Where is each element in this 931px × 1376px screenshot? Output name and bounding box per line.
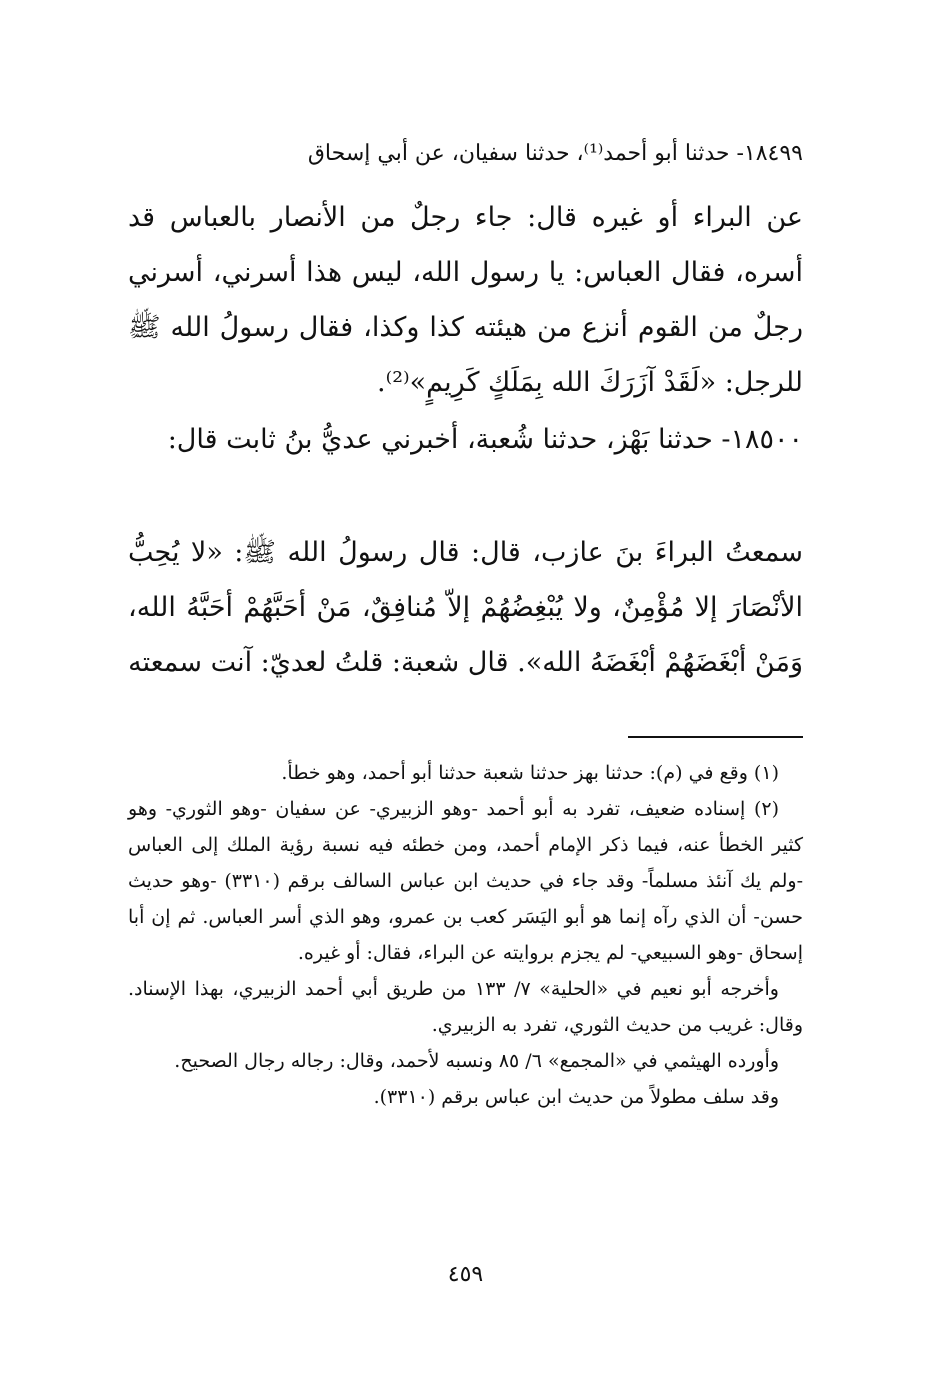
- footnote-2-majma: وأورده الهيثمي في «المجمع» ٦/ ٨٥ ونسبه لأحمد، وقال: رجاله رجال الصحيح.: [174, 1050, 779, 1072]
- footnote-2-cross-reference: وقد سلف مطولاً من حديث ابن عباس برقم (٣٣١٠).: [373, 1086, 779, 1108]
- footnote-2-hilya: وأخرجه أبو نعيم في «الحلية» ٧/ ١٣٣ من طريق أبي أحمد الزبيري، بهذا الإسناد. وقال: غريب من حديث الثوري، تفرد به الزبيري.: [128, 978, 803, 1036]
- footnotes: [128, 755, 803, 1115]
- footnote-2: (٢) إسناده ضعيف، تفرد به أبو أحمد -وهو الزبيري- عن سفيان -وهو الثوري- وهو كثير الخطأ عنه، فيما ذكر الإمام أحمد، ومن خطئه فيه نسبة رؤية الملك إلى العباس -ولم يك آنئذ مسلماً- وقد جاء في حديث ابن عباس السالف برقم (٣٣١٠) -وهو حديث حسن- أن الذي رآه إنما هو أبو اليَسَر كعب بن عمرو، وهو الذي أسر العباس. ثم إن أبا إسحاق -وهو السبيعي- لم يجزم بروايته عن البراء، فقال: أو غيره.: [128, 798, 803, 964]
- hadith-18499-text: [128, 190, 803, 410]
- hadith-18500-body: سمعتُ البراءَ بنَ عازب، قال: قال رسولُ الله ﷺ: «لا يُحِبُّ الأنْصَارَ إلا مُؤْمِنٌ، ولا يُبْغِضُهُمْ إلاّ مُنافِقٌ، مَنْ أحَبَّهُمْ أحَبَّهُ الله، وَمَنْ أبْغَضَهُمْ أبْغَضَهُ الله». قال شعبة: قلتُ لعديّ: آنت سمعته: [128, 537, 803, 678]
- hadith-18499-header: ١٨٤٩٩- حدثنا أبو أحمد⁽¹⁾، حدثنا سفيان، عن أبي إسحاق: [307, 141, 803, 166]
- hadith-18499-body: عن البراء أو غيره قال: جاء رجلٌ من الأنصار بالعباس قد أسره، فقال العباس: يا رسول الله، ليس هذا أسرني، أسرني رجلٌ من القوم أنزع من هيئته كذا وكذا، فقال رسولُ الله ﷺ للرجل: «لَقَدْ آزَرَكَ الله بِمَلَكٍ كَرِيمٍ»⁽²⁾.: [128, 202, 803, 398]
- footnote-separator: [628, 736, 803, 738]
- hadith-18500-text: [128, 525, 803, 690]
- hadith-18500-header-block: [128, 412, 803, 467]
- page-number: ٤٥٩: [447, 1262, 484, 1287]
- footnote-1: (١) وقع في (م): حدثنا بهز حدثنا شعبة حدثنا أبو أحمد، وهو خطأ.: [281, 762, 779, 784]
- hadith-18500-header: ١٨٥٠٠- حدثنا بَهْز، حدثنا شُعبة، أخبرني عديُّ بنُ ثابت قال:: [167, 424, 803, 455]
